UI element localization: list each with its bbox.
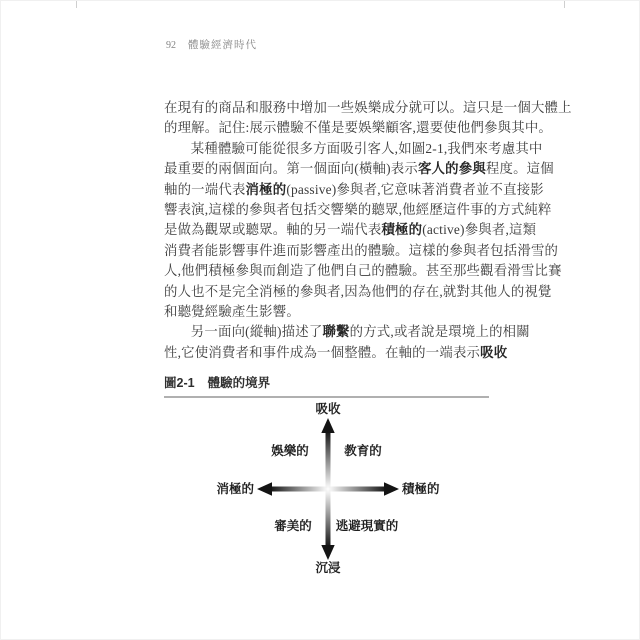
body-text	[164, 98, 572, 363]
body-text-line	[164, 220, 537, 240]
figure-label: 圖2-1	[164, 376, 195, 390]
body-text-line	[164, 180, 544, 200]
quadrant-label-entertainment: 娛樂的	[271, 444, 309, 458]
arrow-down-icon	[321, 545, 334, 560]
experience-realms-diagram	[164, 401, 489, 591]
body-text-line	[164, 98, 572, 118]
crop-mark	[76, 1, 77, 8]
text-segment: 另一面向(縱軸)描述了	[190, 324, 323, 340]
crop-mark	[564, 1, 565, 8]
emphasized-term: 客人的參與	[417, 161, 486, 177]
figure-title: 體驗的境界	[207, 376, 271, 390]
emphasized-term: 消極的	[245, 181, 287, 197]
text-segment: 的理解。記住:展示體驗不僅是要娛樂顧客,還要使他們參與其中。	[164, 120, 553, 136]
axis-label-immersion: 沉浸	[315, 561, 341, 575]
text-segment: 軸的一端代表	[164, 181, 246, 197]
text-segment: 最重要的兩個面向。第一個面向(橫軸)表示	[164, 161, 418, 177]
body-text-line	[164, 343, 508, 363]
page-number: 92	[166, 40, 176, 51]
body-text-line	[164, 241, 559, 261]
emphasized-term: 吸收	[480, 344, 508, 360]
text-segment: 在現有的商品和服務中增加一些娛樂成分就可以。這只是一個大體上	[164, 100, 572, 115]
book-title: 體驗經濟時代	[188, 40, 257, 51]
emphasized-term: 積極的	[381, 222, 423, 238]
text-segment: 程度。這個	[485, 161, 554, 177]
body-text-line	[164, 322, 530, 342]
text-segment: (active)參與者,這類	[422, 222, 537, 238]
quadrant-label-aesthetic: 審美的	[274, 519, 312, 533]
body-text-line	[164, 159, 554, 179]
running-header	[166, 37, 257, 52]
body-text-line	[164, 118, 553, 138]
emphasized-term: 聯繫	[322, 324, 350, 340]
arrow-right-icon	[384, 482, 399, 495]
text-segment: 是做為觀眾或聽眾。軸的另一端代表	[164, 222, 382, 238]
text-segment: 人,他們積極參與而創造了他們自己的體驗。甚至那些觀看滑雪比賽	[164, 263, 562, 279]
figure-caption	[164, 373, 489, 396]
axis-label-absorption: 吸收	[315, 402, 341, 416]
figure-rule	[164, 396, 489, 398]
text-segment: 的人也不是完全消極的參與者,因為他們的存在,就對其他人的視覺	[164, 283, 552, 299]
text-segment: 響表演,這樣的參與者包括交響樂的聽眾,他經歷這件事的方式純粹	[164, 201, 552, 217]
figure-caption-block	[164, 373, 489, 398]
text-segment: 性,它使消費者和事件成為一個整體。在軸的一端表示	[164, 344, 481, 360]
text-segment: 某種體驗可能從很多方面吸引客人,如圖2-1,我們來考慮其中	[190, 140, 543, 156]
text-segment: (passive)參與者,它意味著消費者並不直接影	[286, 181, 544, 197]
body-text-line	[164, 261, 562, 281]
quadrant-label-educational: 教育的	[344, 444, 382, 458]
axis-label-passive: 消極的	[216, 482, 254, 496]
text-segment: 消費者能影響事件進而影響產出的體驗。這樣的參與者包括滑雪的	[164, 242, 559, 258]
arrow-up-icon	[321, 418, 334, 433]
text-segment: 和聽覺經驗產生影響。	[164, 303, 300, 319]
text-segment: 的方式,或者說是環境上的相關	[349, 324, 530, 340]
body-text-line	[164, 200, 552, 220]
axis-label-active: 積極的	[402, 482, 440, 496]
arrow-left-icon	[257, 482, 272, 495]
body-text-line	[164, 302, 494, 322]
quadrant-label-escapist: 逃避現實的	[335, 519, 399, 533]
body-text-line	[164, 139, 543, 159]
body-text-line	[164, 282, 552, 302]
